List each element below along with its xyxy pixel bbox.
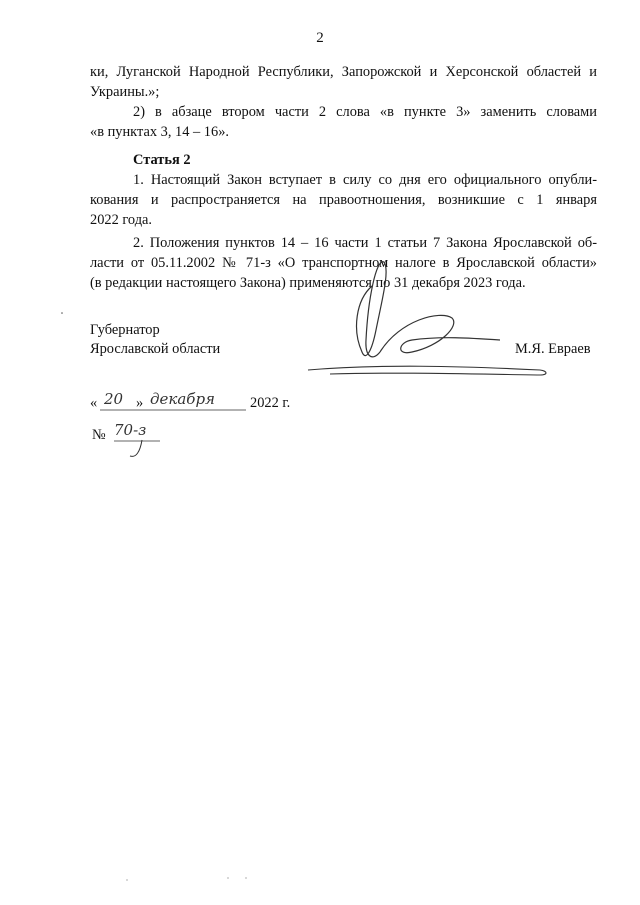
law-number-handwritten: 70-з [114,421,147,439]
date-day-handwritten: 20 [104,390,124,408]
page-number: 2 [316,30,324,46]
date-month-handwritten: декабря [150,390,215,408]
article-heading: Статья 2 [133,152,191,168]
paragraph-line: кования и распространяется на правоотношения, возникшие с 1 января [90,192,597,208]
paragraph-line: Украины.»; [90,84,160,100]
date-open-quote: « [90,395,98,411]
paragraph-line: ки, Луганской Народной Республики, Запорожской и Херсонской областей и [90,64,597,80]
paragraph-line: 2) в абзаце втором части 2 слова «в пункте 3» заменить словами [133,104,597,120]
signatory-name: М.Я. Евраев [515,341,591,357]
signatory-title: Губернатор [90,322,160,338]
paragraph-line: ласти от 05.11.2002 № 71-з «О транспортном налоге в Ярославской области» [90,255,597,271]
signatory-region: Ярославской области [90,341,221,357]
date-year: 2022 г. [250,395,291,411]
paragraph-line: «в пунктах 3, 14 – 16». [90,124,229,140]
paragraph-line: 2022 года. [90,212,153,228]
date-close-quote: » [136,395,144,411]
paragraph-line: 1. Настоящий Закон вступает в силу со дня его официального опубли- [133,172,597,188]
paragraph-line: (в редакции настоящего Закона) применяются по 31 декабря 2023 года. [90,275,526,291]
paragraph-line: 2. Положения пунктов 14 – 16 части 1 статьи 7 Закона Ярославской об- [133,235,597,251]
law-number-label: № [92,427,106,443]
